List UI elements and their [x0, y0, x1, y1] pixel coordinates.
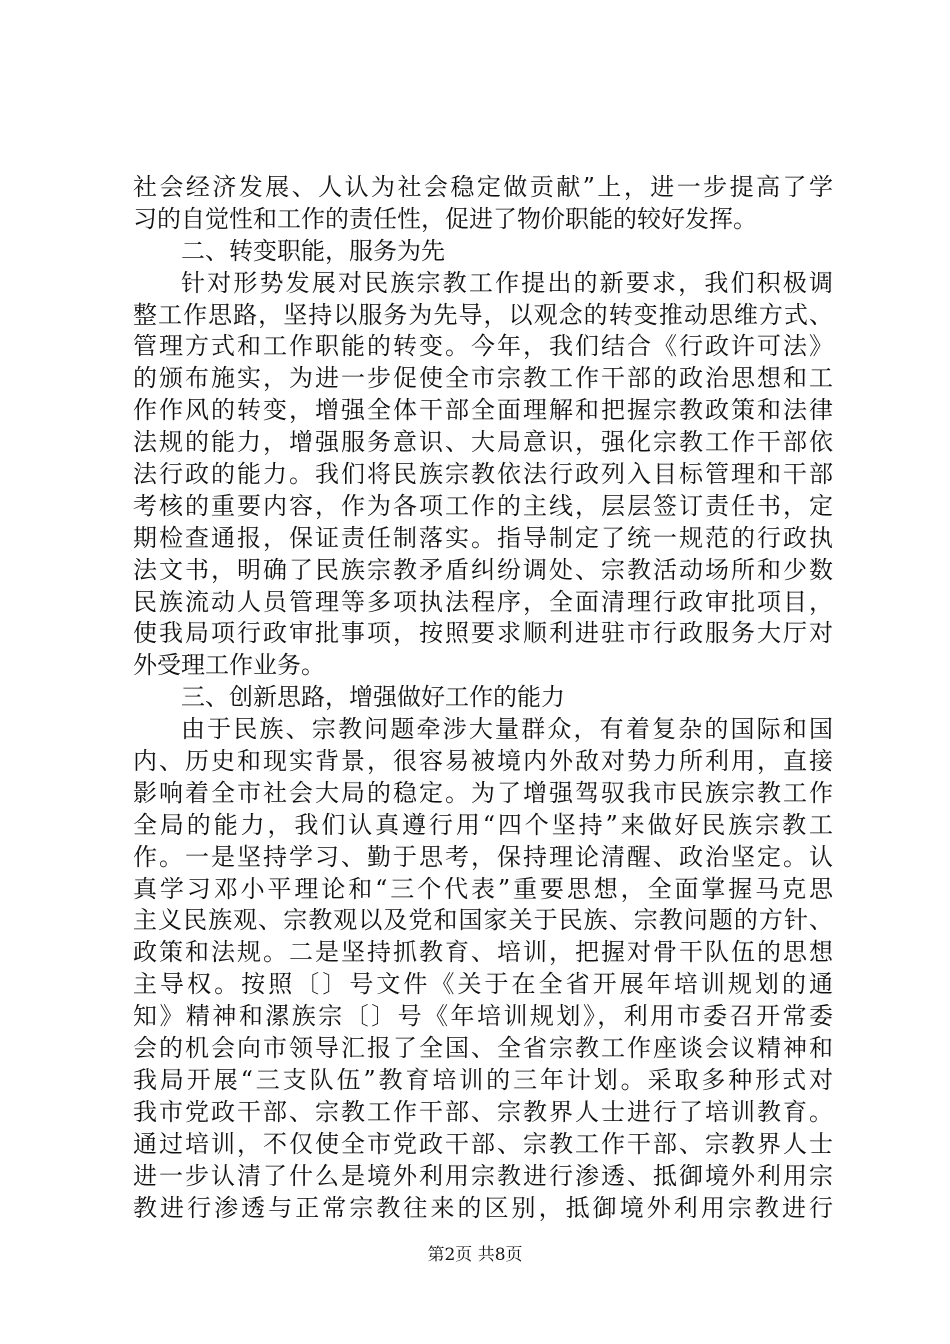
paragraph-line: 管理方式和工作职能的转变。今年，我们结合《行政许可法》 [133, 332, 833, 361]
paragraph-line: 法规的能力，增强服务意识、大局意识，强化宗教工作干部依 [133, 428, 833, 457]
section-heading: 三、创新思路，增强做好工作的能力 [181, 683, 565, 712]
paragraph-line: 作作风的转变，增强全体干部全面理解和把握宗教政策和法律 [133, 396, 833, 425]
paragraph-last-line: 外受理工作业务。 [133, 651, 325, 680]
paragraph-line: 影响着全市社会大局的稳定。为了增强驾驭我市民族宗教工作 [133, 778, 833, 807]
paragraph-line: 我市党政干部、宗教工作干部、宗教界人士进行了培训教育。 [133, 1097, 833, 1126]
paragraph-line: 整工作思路，坚持以服务为先导，以观念的转变推动思维方式、 [133, 300, 833, 329]
paragraph-line: 使我局项行政审批事项，按照要求顺利进驻市行政服务大厅对 [133, 619, 833, 648]
paragraph-first-line: 由于民族、宗教问题牵涉大量群众，有着复杂的国际和国 [181, 715, 833, 744]
paragraph-line: 内、历史和现实背景，很容易被境内外敌对势力所利用，直接 [133, 747, 833, 776]
paragraph-line: 会的机会向市领导汇报了全国、全省宗教工作座谈会议精神和 [133, 1034, 833, 1063]
paragraph-line: 期检查通报，保证责任制落实。指导制定了统一规范的行政执 [133, 523, 833, 552]
paragraph-line: 主导权。按照〔〕号文件《关于在全省开展年培训规划的通 [133, 970, 833, 999]
section-heading: 二、转变职能，服务为先 [181, 236, 445, 265]
page-footer: 第2页 共8页 [427, 1245, 523, 1265]
paragraph-line: 社会经济发展、人认为社会稳定做贡献”上，进一步提高了学 [133, 173, 833, 201]
paragraph-first-line: 针对形势发展对民族宗教工作提出的新要求，我们积极调 [181, 268, 833, 297]
paragraph-line: 民族流动人员管理等多项执法程序，全面清理行政审批项目， [133, 587, 833, 616]
paragraph-line: 我局开展“三支队伍”教育培训的三年计划。采取多种形式对 [133, 1065, 833, 1094]
paragraph-last-line: 习的自觉性和工作的责任性，促进了物价职能的较好发挥。 [133, 204, 757, 233]
paragraph-line: 进一步认清了什么是境外利用宗教进行渗透、抵御境外利用宗 [133, 1161, 833, 1190]
paragraph-line: 主义民族观、宗教观以及党和国家关于民族、宗教问题的方针、 [133, 906, 833, 935]
paragraph-line: 法文书，明确了民族宗教矛盾纠纷调处、宗教活动场所和少数 [133, 555, 833, 584]
paragraph-line: 全局的能力，我们认真遵行用“四个坚持”来做好民族宗教工 [133, 810, 833, 839]
document-body [133, 172, 833, 1224]
paragraph-line: 的颁布施实，为进一步促使全市宗教工作干部的政治思想和工 [133, 364, 833, 393]
paragraph-line: 通过培训，不仅使全市党政干部、宗教工作干部、宗教界人士 [133, 1129, 833, 1158]
paragraph-line: 作。一是坚持学习、勤于思考，保持理论清醒、政治坚定。认 [133, 842, 833, 871]
paragraph-line: 教进行渗透与正常宗教往来的区别，抵御境外利用宗教进行 [133, 1193, 833, 1222]
paragraph-line: 法行政的能力。我们将民族宗教依法行政列入目标管理和干部 [133, 460, 833, 489]
paragraph-line: 考核的重要内容，作为各项工作的主线，层层签订责任书，定 [133, 491, 833, 520]
paragraph-line: 政策和法规。二是坚持抓教育、培训，把握对骨干队伍的思想 [133, 938, 833, 967]
paragraph-line: 真学习邓小平理论和“三个代表”重要思想，全面掌握马克思 [133, 874, 833, 903]
paragraph-line: 知》精神和漯族宗〔〕号《年培训规划》，利用市委召开常委 [133, 1002, 833, 1031]
